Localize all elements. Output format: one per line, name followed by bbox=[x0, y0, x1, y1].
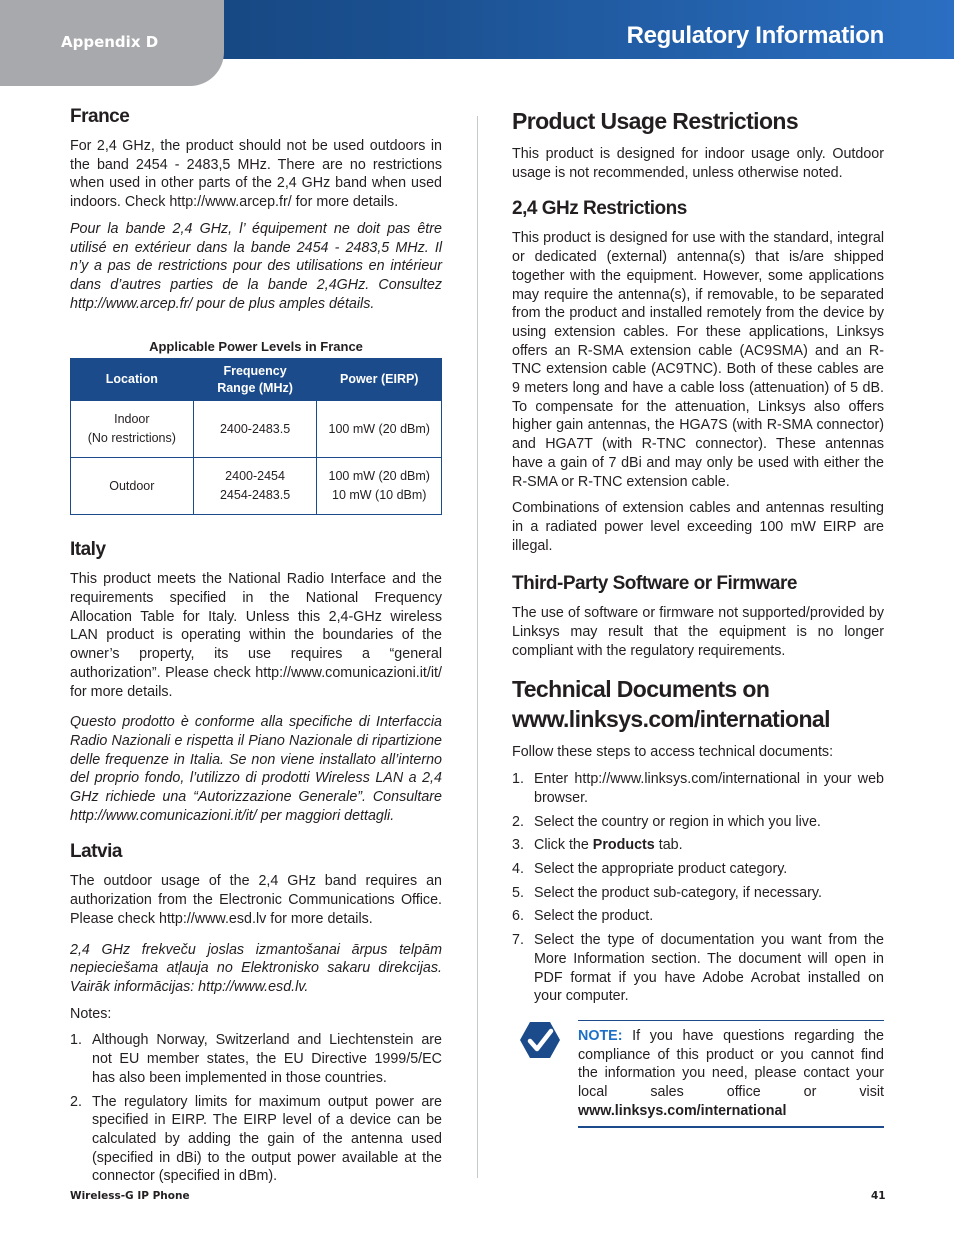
latvia-heading: Latvia bbox=[70, 841, 122, 863]
table-caption: Applicable Power Levels in France bbox=[149, 339, 363, 355]
step-text: Click the bbox=[534, 837, 593, 854]
table-cell: 100 mW (20 dBm) 10 mW (10 dBm) bbox=[317, 458, 442, 515]
list-number: 4. bbox=[512, 860, 524, 877]
list-item bbox=[512, 813, 884, 832]
france-heading: France bbox=[70, 106, 130, 127]
italy-paragraph-en: This product meets the National Radio Interface and the requirements specified in the National Frequency Allocation Table for Italy. Unless this 2,4-GHz wireless LAN product is operating within the boundaries of the owner’s property, its use requires a “general authorization”. Please check http://www.comunicazioni.it/it/ for more details. bbox=[70, 571, 442, 700]
table-row bbox=[71, 401, 442, 458]
step-text: Enter http://www.linksys.com/international in your web browser. bbox=[534, 771, 884, 806]
usage-paragraph: This product is designed for indoor usage only. Outdoor usage is not recommended, unless otherwise noted. bbox=[512, 146, 884, 181]
tech-docs-intro: Follow these steps to access technical documents: bbox=[512, 744, 834, 761]
tech-docs-heading bbox=[512, 674, 884, 734]
list-text bbox=[534, 931, 884, 1006]
steps-list bbox=[512, 770, 884, 1006]
list-item bbox=[512, 907, 884, 926]
list-item bbox=[512, 836, 884, 855]
notes-list bbox=[70, 1031, 442, 1186]
table-header-frequency bbox=[193, 359, 317, 401]
list-text bbox=[534, 907, 884, 926]
appendix-label: Appendix D bbox=[61, 33, 159, 51]
left-column bbox=[70, 106, 442, 1191]
frequency-header-text: Frequency Range (MHz) bbox=[217, 363, 293, 395]
step-text: Select the product sub-category, if necessary. bbox=[534, 884, 822, 901]
usage-heading: Product Usage Restrictions bbox=[512, 108, 799, 134]
list-text bbox=[534, 813, 884, 832]
table-cell: 2400-2454 2454-2483.5 bbox=[193, 458, 317, 515]
table-cell: Indoor (No restrictions) bbox=[71, 401, 194, 458]
step-text: Select the country or region in which you live. bbox=[534, 813, 821, 830]
note-callout bbox=[512, 1020, 884, 1129]
italy-paragraph-it: Questo prodotto è conforme alla specifiche di Interfaccia Radio Nazionali e rispetta il Piano Nazionale di ripartizione delle frequenze in Italia. Se non viene installato all’interno del proprio fondo, l’utilizzo di prodotti Wireless LAN a 2,4 GHz richiede una “Autorizzazione Generale”. Consultare http://www.comunicazioni.it/it/ per maggiori dettagli. bbox=[70, 714, 442, 824]
france-paragraph-en: For 2,4 GHz, the product should not be used outdoors in the band 2454 - 2483,5 MHz. There are no restrictions when used in other parts of the 2,4 GHz band when used indoors. Check http://www.arcep.fr/ for more details. bbox=[70, 138, 442, 211]
note-body: If you have questions regarding the compliance of this product or you cannot find the information you need, please contact your local sales office or visit bbox=[578, 1027, 884, 1101]
latvia-paragraph-en: The outdoor usage of the 2,4 GHz band requires an authorization from the Electronic Communications Office. Please check http://www.esd.lv for more details. bbox=[70, 873, 442, 927]
ghz-paragraph-2: Combinations of extension cables and antennas resulting in a radiated power level exceeding 100 mW EIRP are illegal. bbox=[512, 500, 884, 554]
list-number: 1. bbox=[70, 1032, 82, 1049]
list-item bbox=[512, 860, 884, 879]
step-text: Select the appropriate product category. bbox=[534, 860, 788, 877]
checkmark-icon bbox=[518, 1020, 562, 1060]
list-item bbox=[70, 1093, 442, 1187]
list-item bbox=[512, 884, 884, 903]
page-number: 41 bbox=[871, 1190, 886, 1202]
third-party-paragraph: The use of software or firmware not supported/provided by Linksys may result that the equipment is no longer compliant with the regulatory requirements. bbox=[512, 605, 884, 659]
step-text: Select the product. bbox=[534, 908, 654, 925]
page-title: Regulatory Information bbox=[626, 22, 884, 49]
step-text: Select the type of documentation you want from the More Information section. The document will open in PDF format if you have Adobe Acrobat installed on your computer. bbox=[534, 932, 884, 1005]
list-number: 1. bbox=[512, 771, 524, 788]
tech-docs-heading-line1: Technical Documents on bbox=[512, 676, 770, 703]
note-link[interactable]: www.linksys.com/international bbox=[578, 1102, 787, 1119]
list-item bbox=[512, 770, 884, 807]
list-number: 6. bbox=[512, 908, 524, 925]
list-number: 7. bbox=[512, 932, 524, 949]
power-levels-table bbox=[70, 358, 442, 515]
list-text bbox=[534, 836, 884, 855]
footer-product: Wireless-G IP Phone bbox=[70, 1190, 190, 1202]
table-row bbox=[71, 458, 442, 515]
list-number: 2. bbox=[512, 813, 524, 830]
column-divider bbox=[477, 116, 478, 1178]
latvia-paragraph-lv: 2,4 GHz frekveču joslas izmantošanai ārpus telpām nepieciešama atļauja no Elektronisko sakaru direkcijas. Vairāk informācijas: http://www.esd.lv. bbox=[70, 941, 442, 995]
step-bold: Products bbox=[592, 837, 655, 854]
list-text bbox=[534, 860, 884, 879]
table-header-location: Location bbox=[71, 359, 194, 401]
list-number: 2. bbox=[70, 1093, 82, 1110]
table-cell: 2400-2483.5 bbox=[193, 401, 317, 458]
tech-docs-heading-line2: www.linksys.com/international bbox=[512, 706, 830, 733]
list-text bbox=[534, 770, 884, 807]
table-header-power: Power (EIRP) bbox=[317, 359, 442, 401]
italy-heading: Italy bbox=[70, 539, 106, 561]
list-text: Although Norway, Switzerland and Liechtenstein are not EU member states, the EU Directive 1999/5/EC has also been implemented in those countries. bbox=[92, 1032, 442, 1086]
list-item bbox=[70, 1031, 442, 1087]
ghz-paragraph-1: This product is designed for use with the standard, integral or dedicated (external) antenna(s) that is/are shipped together with the equipment. However, some applications may require the antenna(s), if removable, to be separated from the product and installed remotely from the device by using extension cables. For these applications, Linksys offers an R-SMA extension cable (AC9SMA) and an R-TNC extension cable (AC9TNC). Both of these cables are 9 meters long and have a cable loss (attenuation) of 5 dB. To compensate for the attenuation, Linksys also offers higher gain antennas, the HGA7S (with R-SMA connector) and HGA7T (with R-TNC connector). These antennas have a gain of 7 dBi and may only be used with either the R-SMA or R-TNC extension cable. bbox=[512, 230, 884, 490]
list-text bbox=[534, 884, 884, 903]
france-paragraph-fr: Pour la bande 2,4 GHz, l’ équipement ne doit pas être utilisé en extérieur dans la bande 2454 - 2483,5 MHz. Il n’y a pas de restrictions pour des utilisations en intérieur dans d’autres parties de la bande 2,4GHz. Consultez http://www.arcep.fr/ pour de plus amples détails. bbox=[70, 220, 442, 312]
ghz-heading: 2,4 GHz Restrictions bbox=[512, 198, 687, 220]
list-number: 5. bbox=[512, 884, 524, 901]
step-text-post: tab. bbox=[654, 837, 683, 854]
table-cell: Outdoor bbox=[71, 458, 194, 515]
list-number: 3. bbox=[512, 837, 524, 854]
note-text bbox=[578, 1020, 884, 1129]
list-text: The regulatory limits for maximum output power are specified in EIRP. The EIRP level of a device can be calculated by adding the gain of the antenna used (specified in dBi) to the output power available at the connector (specified in dBm). bbox=[92, 1093, 442, 1185]
notes-label: Notes: bbox=[70, 1005, 112, 1022]
third-party-heading: Third-Party Software or Firmware bbox=[512, 573, 797, 595]
table-cell: 100 mW (20 dBm) bbox=[317, 401, 442, 458]
list-item bbox=[512, 931, 884, 1006]
right-column bbox=[512, 106, 884, 1128]
note-label: NOTE: bbox=[578, 1027, 623, 1044]
